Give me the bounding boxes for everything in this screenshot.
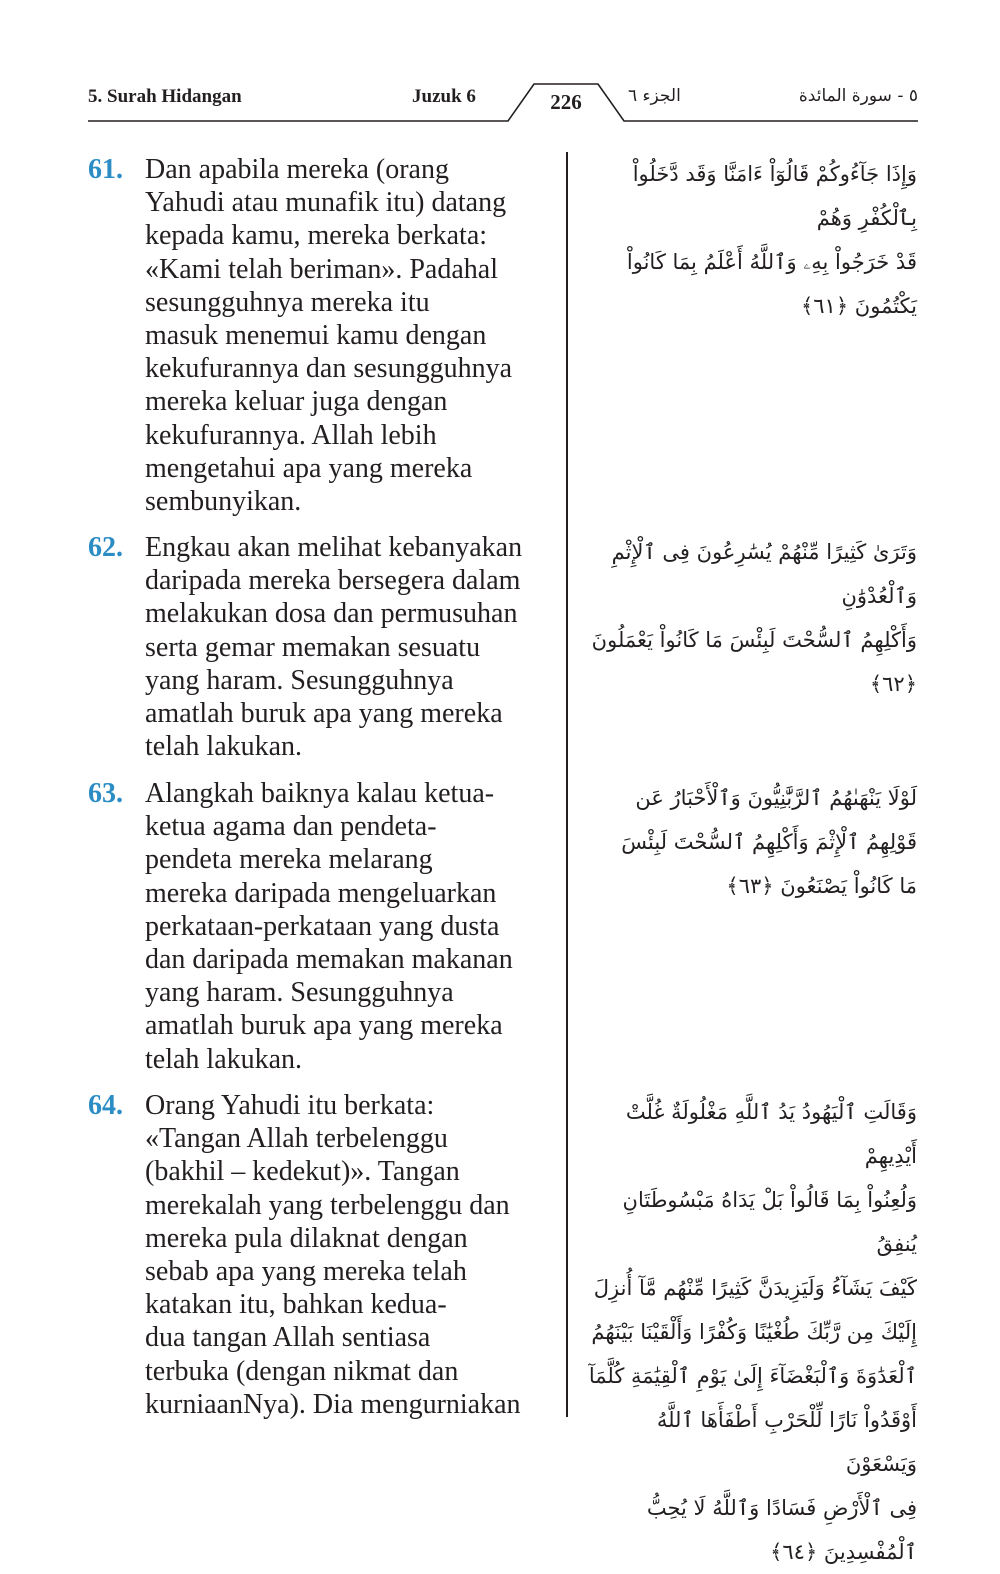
juzuk-label: Juzuk 6 — [412, 86, 476, 107]
verse-61-arabic: وَإِذَا جَآءُوكُمْ قَالُوٓاْ ءَامَنَّا وَقَد دَّخَلُواْ بِٱلْكُفْرِ وَهُمْ قَدْ خَرَجُواْ بِهِۦ وَٱللَّهُ أَعْلَمُ بِمَا كَانُواْ يَكْتُمُونَ ﴿٦١﴾ — [626, 162, 917, 318]
surah-title: 5. Surah Hidangan — [88, 86, 242, 107]
column-divider — [566, 152, 568, 1417]
translation-text: Engkau akan melihat kebanyakan daripada mereka bersegera dalam melakukan dosa dan permusuhan serta gemar memakan sesuatu yang haram. Sesungguhnya amatlah buruk apa yang mereka telah lakukan. — [145, 532, 523, 763]
translation-text: Alangkah baiknya kalau ketua- ketua agama dan pendeta- pendeta mereka melarang mereka daripada mengeluarkan perkataan-perkataan yang dusta dan daripada memakan makanan yang haram. Sesungguhnya amatlah buruk apa yang mereka telah lakukan. — [145, 778, 513, 1075]
verse-61-translation — [88, 153, 558, 518]
verse-64-translation — [88, 1089, 558, 1421]
verse-number: 64. — [88, 1090, 123, 1121]
verse-63-translation — [88, 777, 558, 1076]
verse-63-arabic: لَوْلَا يَنْهَىٰهُمُ ٱلرَّبَّٰنِيُّونَ وَٱلْأَحْبَارُ عَن قَوْلِهِمُ ٱلْإِثْمَ وَأَكْلِهِمُ ٱلسُّحْتَ لَبِئْسَ مَا كَانُواْ يَصْنَعُونَ ﴿٦٣﴾ — [621, 786, 917, 898]
translation-text: Orang Yahudi itu berkata: «Tangan Allah terbelenggu (bakhil – kedekut)». Tangan merekalah yang terbelenggu dan mereka pula dilaknat dengan sebab apa yang mereka telah katakan itu, bahkan kedua- dua tangan Allah sentiasa terbuka (dengan nikmat dan kurniaanNya). Dia mengurniakan — [145, 1090, 521, 1420]
verse-number: 61. — [88, 154, 123, 185]
translation-text: Dan apabila mereka (orang Yahudi atau munafik itu) datang kepada kamu, mereka berkata: «Kami telah beriman». Padahal sesungguhnya mereka itu masuk menemui kamu dengan kekufurannya dan sesungguhnya mereka keluar juga dengan kekufurannya. Allah lebih mengetahui apa yang mereka sembunyikan. — [145, 154, 513, 518]
verse-64-arabic: وَقَالَتِ ٱلْيَهُودُ يَدُ ٱللَّهِ مَغْلُولَةٌ غُلَّتْ أَيْدِيهِمْ وَلُعِنُواْ بِمَا قَالُواْ بَلْ يَدَاهُ مَبْسُوطَتَانِ يُنفِقُ كَيْفَ يَشَآءُ وَلَيَزِيدَنَّ كَثِيرًا مِّنْهُم مَّآ أُنزِلَ إِلَيْكَ مِن رَّبِّكَ طُغْيَٰنًا وَكُفْرًا وَأَلْقَيْنَا بَيْنَهُمُ ٱلْعَدَٰوَةَ وَٱلْبَغْضَآءَ إِلَىٰ يَوْمِ ٱلْقِيَٰمَةِ كُلَّمَآ أَوْقَدُواْ نَارًا لِّلْحَرْبِ أَطْفَأَهَا ٱللَّهُ وَيَسْعَوْنَ فِى ٱلْأَرْضِ فَسَادًا وَٱللَّهُ لَا يُحِبُّ ٱلْمُفْسِدِينَ ﴿٦٤﴾ — [588, 1100, 917, 1564]
page-header — [88, 80, 918, 124]
verse-number: 62. — [88, 532, 123, 563]
verse-62-arabic: وَتَرَىٰ كَثِيرًا مِّنْهُمْ يُسَٰرِعُونَ فِى ٱلْإِثْمِ وَٱلْعُدْوَٰنِ وَأَكْلِهِمُ ٱلسُّحْتَ لَبِئْسَ مَا كَانُواْ يَعْمَلُونَ ﴿٦٢﴾ — [591, 540, 917, 696]
verse-number: 63. — [88, 778, 123, 809]
page-number: 226 — [550, 90, 582, 114]
juzuk-label-arabic: الجزء ٦ — [628, 86, 681, 106]
verse-62-translation — [88, 531, 558, 763]
surah-title-arabic: ٥ - سورة المائدة — [798, 86, 918, 106]
